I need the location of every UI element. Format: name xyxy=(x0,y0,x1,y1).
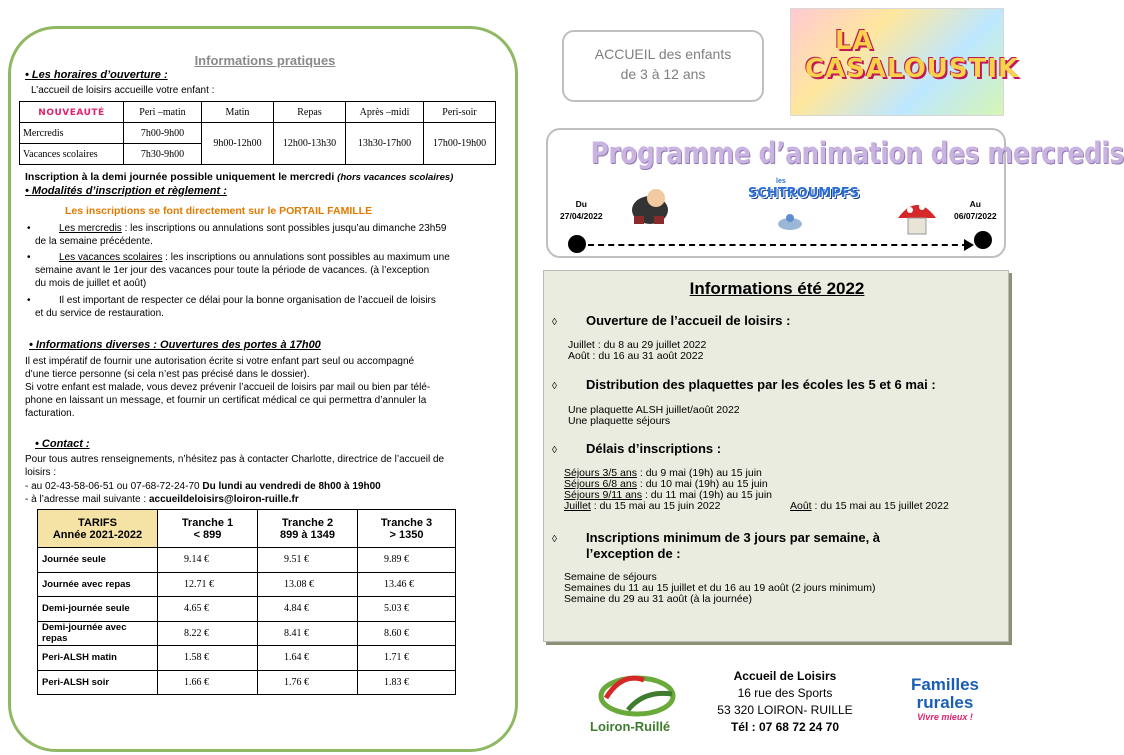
tarif-value: 8.60 € xyxy=(358,621,456,646)
opening-hours-table xyxy=(19,101,496,165)
cell: 7h00-9h00 xyxy=(124,123,202,144)
tranche-header: Tranche 3 > 1350 xyxy=(358,510,456,548)
start-date: Du 27/04/2022 xyxy=(560,199,603,221)
address-phone: Tél : 07 68 72 24 70 xyxy=(730,720,840,734)
row-label: Mercredis xyxy=(20,123,124,144)
table-row xyxy=(20,123,496,144)
schtroumpfs-logo: SCHTROUMPFS xyxy=(748,186,859,201)
opening-hours-heading: • Les horaires d’ouverture : xyxy=(25,69,168,81)
practical-info-title: Informations pratiques xyxy=(194,53,336,68)
divers-text: Il est impératif de fournir une autorisation écrite si votre enfant part seul ou accompagné xyxy=(25,356,415,367)
tarif-value: 1.64 € xyxy=(258,646,358,671)
ete-line: Semaine du 29 au 31 août (à la journée) xyxy=(564,593,752,605)
ete-2022-box xyxy=(543,270,1009,642)
divers-heading: • Informations diverses : Ouvertures des portes à 17h00 xyxy=(29,339,321,351)
col-header: Peri –matin xyxy=(124,102,202,123)
bullet-vacances-cont: semaine avant le 1er jour des vacances pour toute la période de vacances. (à l’exception xyxy=(35,265,430,276)
bullet-important-cont: et du service de restauration. xyxy=(35,308,164,319)
tarif-value: 4.65 € xyxy=(158,597,258,622)
address-title: Accueil de Loisirs xyxy=(733,669,837,683)
accueil-age-box xyxy=(562,30,764,102)
table-row xyxy=(38,646,456,671)
ete-heading: Inscriptions minimum de 3 jours par semaine, à l’exception de : xyxy=(586,530,881,561)
contact-text: loisirs : xyxy=(25,467,57,478)
tarif-value: 13.46 € xyxy=(358,572,456,597)
col-header: Matin xyxy=(202,102,274,123)
tarif-value: 5.03 € xyxy=(358,597,456,622)
divers-text: phone en laissant un message, et fournir un certificat médical ce qui permettra d’annuler la xyxy=(25,395,427,406)
bullet-vacances: Les vacances scolaires : les inscriptions ou annulations sont possibles au maximum une xyxy=(59,252,450,263)
tarif-label: Peri-ALSH matin xyxy=(38,646,158,671)
ete-title: Informations été 2022 xyxy=(689,279,865,298)
col-header: Peri-soir xyxy=(424,102,496,123)
tarif-value: 9.14 € xyxy=(158,548,258,573)
fr-tagline: Vivre mieux ! xyxy=(917,712,973,722)
ete-line: Août : du 16 au 31 août 2022 xyxy=(568,350,704,362)
bullet-important: Il est important de respecter ce délai pour la bonne organisation de l’accueil de loisirs xyxy=(59,295,436,306)
timeline-end-dot xyxy=(974,231,992,249)
contact-mail: - à l’adresse mail suivante : accueildeloisirs@loiron-ruille.fr xyxy=(25,494,299,505)
tarifs-header: TARIFS Année 2021-2022 xyxy=(38,510,158,548)
bullet-mercredis: Les mercredis : les inscriptions ou annulations sont possibles jusqu’au dimanche 23h59 xyxy=(59,223,447,234)
end-date: Au 06/07/2022 xyxy=(954,199,997,221)
programme-title: Programme d’animation des mercredis xyxy=(590,136,1124,170)
tarif-value: 9.51 € xyxy=(258,548,358,573)
ete-line: Séjours 3/5 ans : du 9 mai (19h) au 15 juin xyxy=(564,467,762,479)
cell: 7h30-9h00 xyxy=(124,144,202,165)
contact-heading: • Contact : xyxy=(35,438,90,450)
table-row xyxy=(38,548,456,573)
tarif-value: 8.22 € xyxy=(158,621,258,646)
ete-heading: Distribution des plaquettes par les écoles les 5 et 6 mai : xyxy=(586,377,936,392)
demi-journee-note: Inscription à la demi journée possible uniquement le mercredi (hors vacances scolaires) xyxy=(25,171,454,183)
ete-line: Juillet : du 8 au 29 juillet 2022 xyxy=(568,339,707,351)
divers-text: Si votre enfant est malade, vous devez prévenir l’accueil de loisirs par mail ou bien par télé- xyxy=(25,382,431,393)
ete-line: Une plaquette ALSH juillet/août 2022 xyxy=(568,404,740,416)
loiron-ruille-logo xyxy=(592,668,682,716)
tarif-value: 1.71 € xyxy=(358,646,456,671)
tarif-value: 4.84 € xyxy=(258,597,358,622)
tarif-value: 13.08 € xyxy=(258,572,358,597)
tarif-value: 9.89 € xyxy=(358,548,456,573)
mushroom-house-icon xyxy=(894,196,940,236)
footer-address xyxy=(700,668,870,736)
timeline-start-dot xyxy=(568,235,586,253)
table-row xyxy=(38,572,456,597)
ete-line: Août : du 15 mai au 15 juillet 2022 xyxy=(790,500,949,512)
gargamel-illustration xyxy=(620,180,680,230)
divers-text: facturation. xyxy=(25,408,75,419)
familles-rurales-logo xyxy=(890,676,1000,722)
diamond-bullet: ◊ xyxy=(552,534,557,545)
address-line: 16 rue des Sports xyxy=(737,686,833,700)
ete-line: Une plaquette séjours xyxy=(568,415,671,427)
tarif-value: 1.58 € xyxy=(158,646,258,671)
opening-hours-intro: L’accueil de loisirs accueille votre enfant : xyxy=(31,85,215,96)
tarif-label: Journée seule xyxy=(38,548,158,573)
diamond-bullet: ◊ xyxy=(552,445,557,456)
table-row xyxy=(38,670,456,695)
timeline-arrow xyxy=(964,239,974,251)
tarif-label: Demi-journée seule xyxy=(38,597,158,622)
smurf-car-icon xyxy=(776,212,804,232)
ete-line: Séjours 9/11 ans : du 11 mai (19h) au 15 juin xyxy=(564,489,772,501)
cell: 12h00-13h30 xyxy=(274,123,346,165)
ete-heading: Ouverture de l’accueil de loisirs : xyxy=(586,313,791,328)
bullet-vacances-cont: du mois de juillet et août) xyxy=(35,278,147,289)
programme-box xyxy=(546,128,1124,258)
row-label: Vacances scolaires xyxy=(20,144,124,165)
nouveaute-badge: NOUVEAUTÉ xyxy=(20,102,124,123)
bullet: • xyxy=(27,252,31,263)
timeline-line xyxy=(588,244,968,246)
tranche-header: Tranche 1 < 899 xyxy=(158,510,258,548)
ete-line: Juillet : du 15 mai au 15 juin 2022 xyxy=(564,500,721,512)
tarif-label: Demi-journée avec repas xyxy=(38,621,158,646)
les-label: les xyxy=(776,178,786,185)
fr-line: Familles xyxy=(910,675,980,694)
diamond-bullet: ◊ xyxy=(552,381,557,392)
bullet: • xyxy=(27,223,31,234)
table-row xyxy=(38,597,456,622)
contact-phone: - au 02-43-58-06-51 ou 07-68-72-24-70 Du lundi au vendredi de 8h00 à 19h00 xyxy=(25,481,381,492)
tarif-label: Journée avec repas xyxy=(38,572,158,597)
tarif-value: 12.71 € xyxy=(158,572,258,597)
modalites-heading: • Modalités d’inscription et règlement : xyxy=(25,185,227,197)
ete-line: Semaine de séjours xyxy=(564,571,657,583)
casaloustik-logo xyxy=(790,8,1020,116)
ete-heading: Délais d’inscriptions : xyxy=(586,441,722,456)
accueil-line: ACCUEIL des enfants xyxy=(594,46,732,62)
tarif-value: 1.83 € xyxy=(358,670,456,695)
cell: 9h00-12h00 xyxy=(202,123,274,165)
accueil-line: de 3 à 12 ans xyxy=(620,66,706,82)
address-line: 53 320 LOIRON- RUILLE xyxy=(717,703,853,717)
loiron-ruille-name: Loiron-Ruillé xyxy=(590,719,671,734)
ete-line: Semaines du 11 au 15 juillet et du 16 au 19 août (2 jours minimum) xyxy=(564,582,876,594)
contact-text: Pour tous autres renseignements, n’hésitez pas à contacter Charlotte, directrice de l’accueil de xyxy=(25,454,445,465)
divers-text: d’une tierce personne (si cela n’est pas précisé dans le dossier). xyxy=(25,369,310,380)
table-row xyxy=(38,621,456,646)
col-header: Après –midi xyxy=(346,102,424,123)
diamond-bullet: ◊ xyxy=(552,317,557,328)
tarifs-table xyxy=(37,509,456,695)
fr-line: rurales xyxy=(916,693,974,712)
tarif-value: 8.41 € xyxy=(258,621,358,646)
col-header: Repas xyxy=(274,102,346,123)
bullet-mercredis-cont: de la semaine précédente. xyxy=(35,236,153,247)
ete-line: Séjours 6/8 ans : du 10 mai (19h) au 15 juin xyxy=(564,478,768,490)
tarif-label: Peri-ALSH soir xyxy=(38,670,158,695)
cell: 13h30-17h00 xyxy=(346,123,424,165)
portail-famille-note: Les inscriptions se font directement sur le PORTAIL FAMILLE xyxy=(65,205,373,217)
logo-text: LA CASALOUSTIK xyxy=(805,26,1020,84)
cell: 17h00-19h00 xyxy=(424,123,496,165)
bullet: • xyxy=(27,295,31,306)
tranche-header: Tranche 2 899 à 1349 xyxy=(258,510,358,548)
tarif-value: 1.66 € xyxy=(158,670,258,695)
tarif-value: 1.76 € xyxy=(258,670,358,695)
practical-info-panel xyxy=(8,26,518,752)
